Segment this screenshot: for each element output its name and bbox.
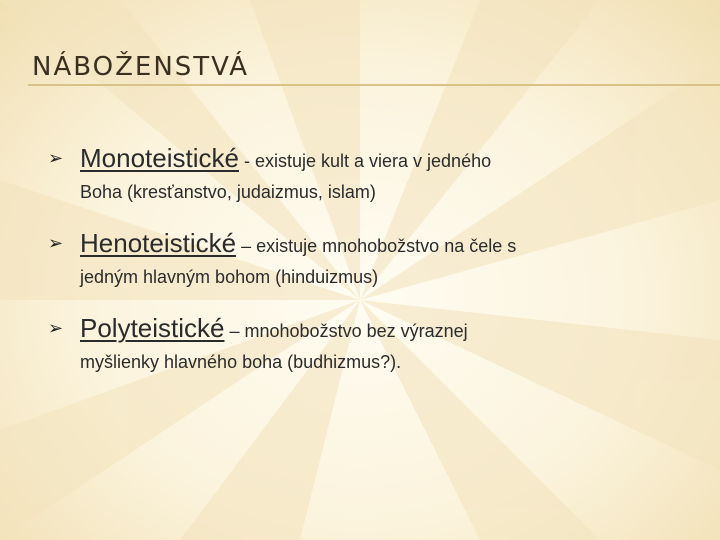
- bullet-text-first: - existuje kult a viera v jedného: [238, 151, 492, 171]
- bullet-text-first: – mnohobožstvo bez výraznej: [224, 321, 468, 341]
- bullet-text-second: Boha (kresťanstvo, judaizmus, islam): [80, 182, 376, 202]
- slide-title: NÁBOŽENSTVÁ: [32, 52, 250, 82]
- bullet-text-first: – existuje mnohobožstvo na čele s: [236, 236, 517, 256]
- bullet-first-line: [80, 310, 698, 349]
- bullet-text-second: myšlienky hlavného boha (budhizmus?).: [80, 352, 402, 372]
- term-polyteisticke: Polyteistické: [80, 313, 225, 343]
- arrowhead-bullet-icon: ➢: [48, 148, 64, 168]
- bullet-first-line: [80, 140, 698, 179]
- bullet-text-second: jedným hlavným bohom (hinduizmus): [80, 267, 379, 287]
- list-item: [48, 310, 698, 375]
- bullet-first-line: [80, 225, 698, 264]
- title-underline: [28, 84, 720, 86]
- term-henoteisticke: Henoteistické: [80, 228, 237, 258]
- term-monoteisticke: Monoteistické: [80, 143, 239, 173]
- arrowhead-bullet-icon: ➢: [48, 318, 64, 338]
- list-item: [48, 140, 698, 205]
- list-item: [48, 225, 698, 290]
- bullet-list: [48, 140, 698, 395]
- arrowhead-bullet-icon: ➢: [48, 233, 64, 253]
